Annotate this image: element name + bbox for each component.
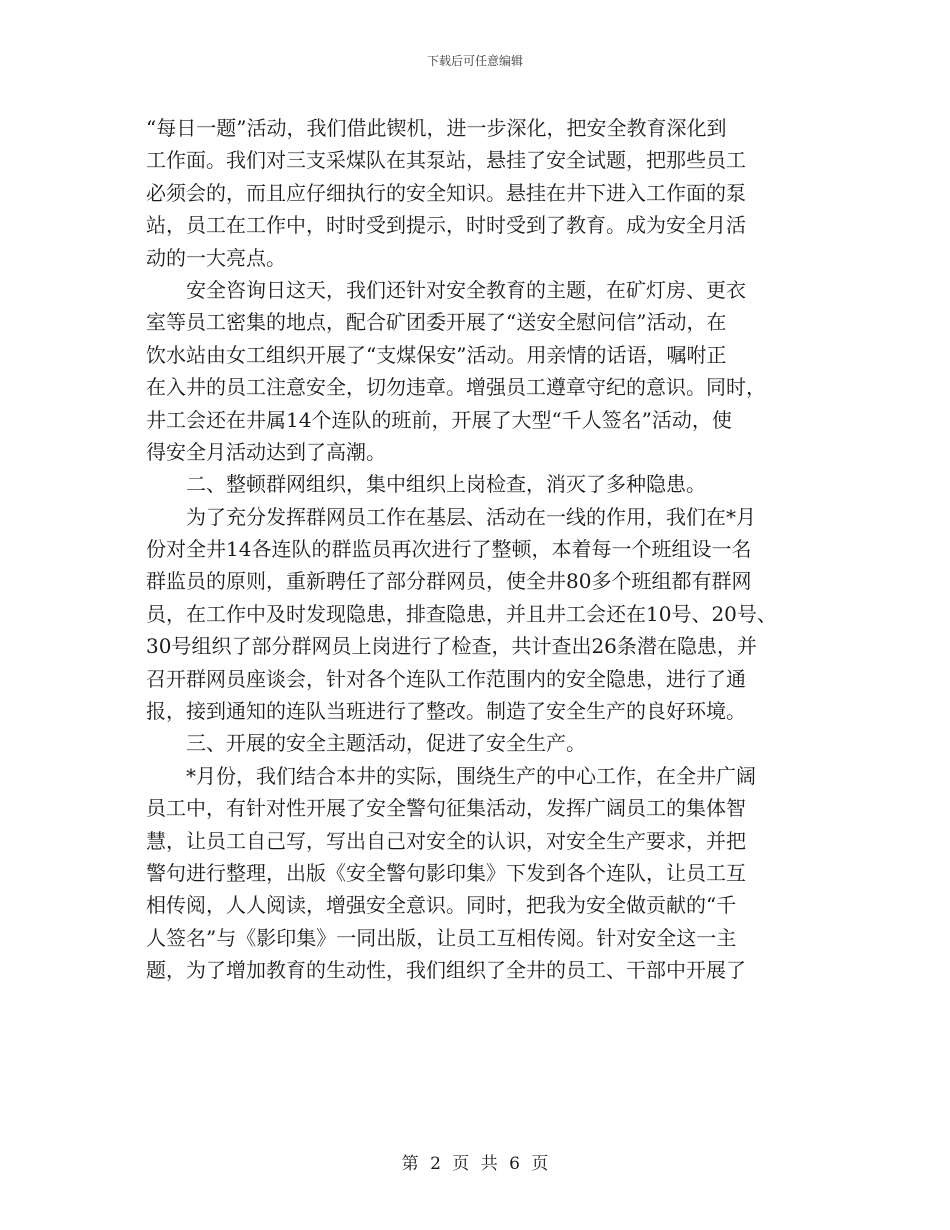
body-line: 井工会还在井属14个连队的班前，开展了大型“千人签名”活动，使 (146, 407, 732, 432)
body-line: 得安全月活动达到了高潮。 (146, 439, 386, 464)
body-line: 30号组织了部分群网员上岗进行了检查，共计查出26条潜在隐患，并 (146, 634, 757, 659)
body-line: 报，接到通知的连队当班进行了整改。制造了安全生产的良好环境。 (146, 699, 746, 724)
body-line: 慧，让员工自己写，写出自己对安全的认识，对安全生产要求，并把 (146, 828, 746, 853)
body-line: 安全咨询日这天，我们还针对安全教育的主题，在矿灯房、更衣 (146, 277, 746, 302)
page-number: 第 2 页 共 6 页 (401, 1154, 549, 1174)
body-line: 饮水站由女工组织开展了“支煤保安”活动。用亲情的话语，嘱咐正 (146, 342, 727, 367)
body-line: 相传阅，人人阅读，增强安全意识。同时，把我为安全做贡献的“千 (146, 893, 737, 918)
body-line: 在入井的员工注意安全，切勿违章。增强员工遵章守纪的意识。同时， (146, 375, 766, 400)
document-body (146, 112, 804, 987)
body-line: 员，在工作中及时发现隐患，排查隐患，并且井工会还在10号、20号、 (146, 601, 777, 626)
page-header: 下载后可任意编辑 (426, 54, 523, 68)
body-line: 警句进行整理，出版《安全警句影印集》下发到各个连队，让员工互 (146, 860, 746, 885)
body-line: 题，为了增加教育的生动性，我们组织了全井的员工、干部中开展了 (146, 958, 746, 983)
body-line: 份对全井14各连队的群监员再次进行了整顿，本着每一个班组设一名 (146, 537, 752, 562)
body-line: 群监员的原则，重新聘任了部分群网员，使全井80多个班组都有群网 (146, 569, 752, 594)
body-line: 必须会的，而且应仔细执行的安全知识。悬挂在井下进入工作面的泵 (146, 180, 746, 205)
body-line: 动的一大亮点。 (146, 245, 286, 270)
body-line: 人签名”与《影印集》一同出版，让员工互相传阅。针对安全这一主 (146, 925, 737, 950)
body-line: 为了充分发挥群网员工作在基层、活动在一线的作用，我们在*月 (146, 504, 756, 529)
body-line: *月份，我们结合本井的实际，围绕生产的中心工作，在全井广阔 (146, 763, 756, 788)
body-line: “每日一题”活动，我们借此锲机，进一步深化，把安全教育深化到 (146, 116, 727, 140)
section-heading: 三、开展的安全主题活动，促进了安全生产。 (146, 731, 586, 756)
body-line: 站，员工在工作中，时时受到提示，时时受到了教育。成为安全月活 (146, 213, 746, 238)
body-line: 员工中，有针对性开展了安全警句征集活动，发挥广阔员工的集体智 (146, 796, 746, 821)
body-line: 召开群网员座谈会，针对各个连队工作范围内的安全隐患，进行了通 (146, 666, 746, 691)
body-line: 室等员工密集的地点，配合矿团委开展了“送安全慰问信”活动，在 (146, 310, 727, 335)
section-heading: 二、整顿群网组织，集中组织上岗检查，消灭了多种隐患。 (146, 472, 706, 497)
body-line: 工作面。我们对三支采煤队在其泵站，悬挂了安全试题，把那些员工 (146, 148, 746, 173)
